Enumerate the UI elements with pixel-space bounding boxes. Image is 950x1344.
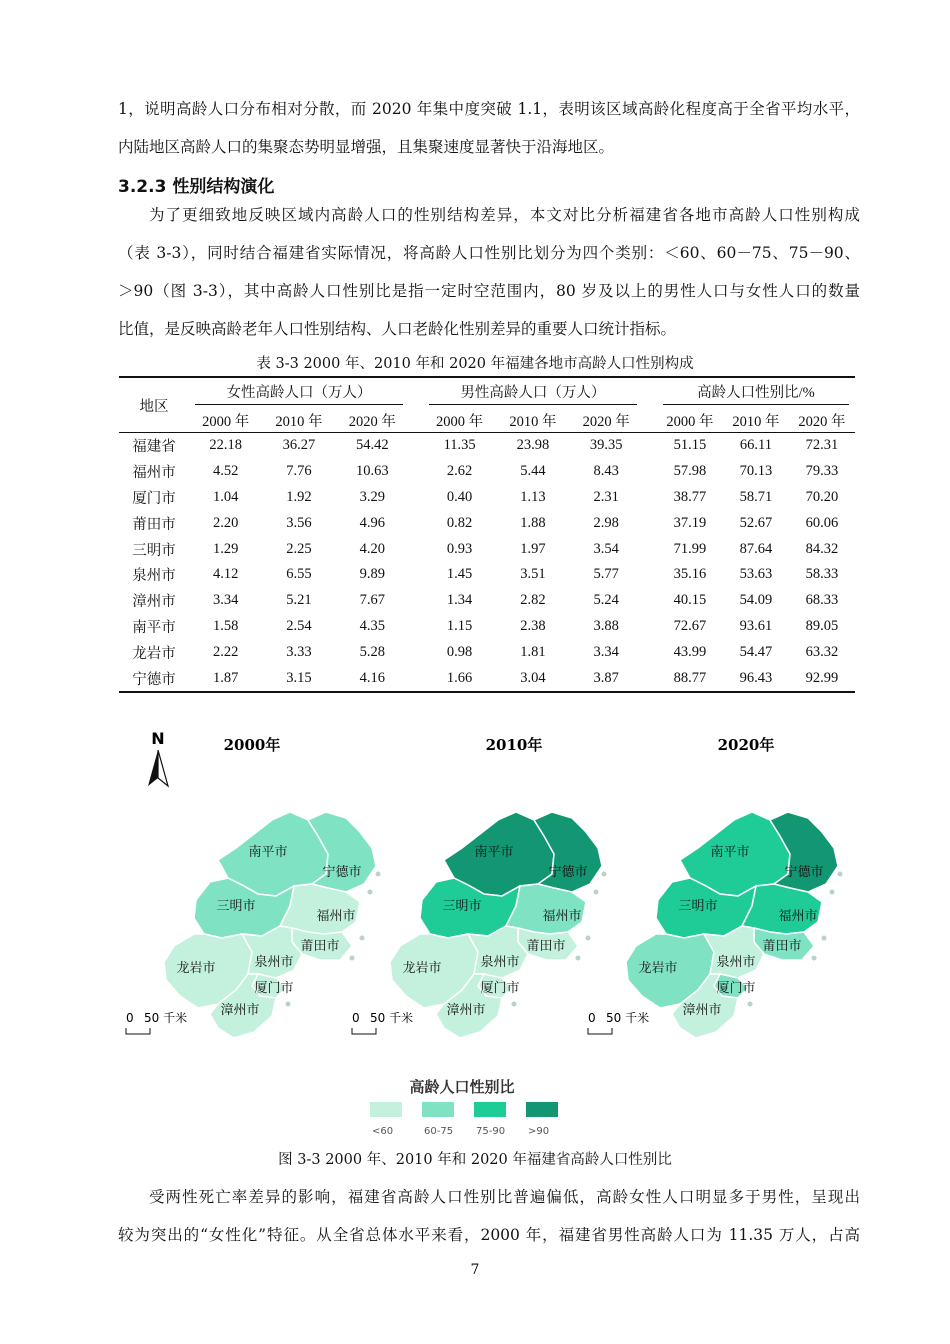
- value-cell: 2.98: [593, 514, 619, 531]
- city-label: 漳州市: [682, 1003, 722, 1018]
- city-label: 南平市: [248, 845, 288, 860]
- island-shape: [602, 872, 607, 877]
- island-shape: [838, 872, 843, 877]
- legend-title: 高龄人口性别比: [409, 1078, 515, 1096]
- page-number: 7: [470, 1262, 480, 1278]
- year-header: 2020 年: [570, 408, 643, 433]
- paragraph-2-line-3: ＞90（图 3-3），其中高龄人口性别比是指一定时空范围内，80 岁及以上的男性人口与女性人口的数量: [118, 282, 860, 300]
- island-shape: [350, 956, 355, 961]
- island-shape: [360, 936, 365, 941]
- region-header: 地区: [119, 377, 189, 433]
- value-cell: 10.63: [355, 463, 389, 480]
- value-cell: 54.09: [739, 592, 773, 609]
- svg-text:50 千米: 50 千米: [606, 1011, 650, 1025]
- value-cell: 1.15: [446, 617, 473, 634]
- value-cell: 1.97: [520, 540, 546, 557]
- paragraph-1-line-2: 内陆地区高龄人口的集聚态势明显增强，且集聚速度显著快于沿海地区。: [118, 138, 615, 156]
- region-cell: 福建省: [132, 439, 176, 456]
- value-cell: 3.54: [593, 540, 619, 557]
- value-cell: 2.31: [593, 488, 619, 505]
- value-cell: 3.87: [570, 665, 643, 692]
- map-2020: [588, 736, 843, 1038]
- island-shape: [812, 956, 817, 961]
- value-cell: 54.42: [355, 437, 389, 454]
- city-label: 三明市: [442, 899, 482, 914]
- value-cell: 60.06: [805, 514, 839, 531]
- value-cell: 3.29: [359, 488, 385, 505]
- table-row: [119, 485, 855, 511]
- value-cell: 1.88: [520, 514, 546, 531]
- value-cell: 54.47: [739, 643, 773, 660]
- map-title: 2010年: [485, 736, 543, 754]
- value-cell: 68.33: [805, 592, 839, 609]
- city-label: 龙岩市: [638, 961, 678, 976]
- section-heading: 3.2.3 性别结构演化: [118, 177, 275, 197]
- legend-label: 75-90: [476, 1126, 506, 1137]
- table-row: [119, 639, 855, 665]
- value-cell: 51.15: [673, 437, 707, 454]
- value-cell: 87.64: [739, 540, 773, 557]
- map-title: 2020年: [717, 736, 775, 754]
- city-label: 福州市: [542, 909, 582, 924]
- paragraph-2-line-4: 比值，是反映高龄老年人口性别结构、人口老龄化性别差异的重要人口统计指标。: [118, 320, 677, 338]
- table-row: [119, 536, 855, 562]
- city-label: 厦门市: [716, 981, 756, 996]
- value-cell: 89.05: [805, 617, 839, 634]
- table-row: [119, 433, 855, 459]
- value-cell: 3.04: [496, 665, 569, 692]
- legend-swatch: [526, 1102, 558, 1117]
- value-cell: 5.24: [593, 592, 619, 609]
- region-cell: 泉州市: [132, 568, 176, 585]
- svg-text:0: 0: [126, 1011, 134, 1025]
- city-label: 宁德市: [322, 865, 362, 880]
- legend-swatch: [422, 1102, 454, 1117]
- value-cell: 57.98: [673, 463, 707, 480]
- value-cell: 11.35: [443, 437, 476, 454]
- value-cell: 3.33: [286, 643, 312, 660]
- table-row: [119, 614, 855, 640]
- value-cell: 3.34: [593, 643, 619, 660]
- figure-caption: 图 3-3 2000 年、2010 年和 2020 年福建省高龄人口性别比: [278, 1152, 672, 1168]
- value-cell: 4.12: [212, 566, 239, 583]
- value-cell: 9.89: [359, 566, 385, 583]
- value-cell: 2.20: [212, 514, 239, 531]
- value-cell: 39.35: [589, 437, 623, 454]
- value-cell: 70.20: [805, 488, 839, 505]
- value-cell: 2.82: [520, 592, 546, 609]
- value-cell: 37.19: [673, 514, 707, 531]
- value-cell: 0.93: [446, 540, 473, 557]
- scale-bar: [126, 1010, 187, 1034]
- value-cell: 2.25: [286, 540, 312, 557]
- city-label: 泉州市: [716, 955, 756, 970]
- value-cell: 53.63: [739, 566, 773, 583]
- region-cell: 龙岩市: [132, 645, 176, 662]
- value-cell: 40.15: [673, 592, 707, 609]
- value-cell: 70.13: [739, 463, 773, 480]
- region-cell: 宁德市: [119, 665, 189, 692]
- value-cell: 79.33: [805, 463, 839, 480]
- value-cell: 6.55: [286, 566, 312, 583]
- female-group-header: 女性高龄人口（万人）: [189, 377, 409, 408]
- year-header: 2020 年: [336, 408, 409, 433]
- value-cell: 1.87: [189, 665, 262, 692]
- value-cell: 1.13: [520, 488, 546, 505]
- value-cell: 58.33: [805, 566, 839, 583]
- city-label: 漳州市: [220, 1003, 260, 1018]
- island-shape: [576, 956, 581, 961]
- island-shape: [822, 936, 827, 941]
- year-header: 2000 年: [657, 408, 723, 433]
- value-cell: 35.16: [673, 566, 707, 583]
- island-shape: [512, 1002, 517, 1007]
- table-header-row-1: [119, 377, 855, 408]
- legend-label: >90: [528, 1126, 550, 1137]
- value-cell: 4.52: [212, 463, 239, 480]
- city-label: 福州市: [778, 909, 818, 924]
- city-label: 厦门市: [254, 981, 294, 996]
- sex-ratio-table: [119, 376, 855, 693]
- year-header: 2010 年: [496, 408, 569, 433]
- value-cell: 2.22: [212, 643, 239, 660]
- island-shape: [286, 1002, 291, 1007]
- paragraph-3-line-1: 受两性死亡率差异的影响，福建省高龄人口性别比普遍偏低，高龄女性人口明显多于男性，呈现出: [149, 1188, 860, 1206]
- svg-text:50 千米: 50 千米: [370, 1011, 414, 1025]
- year-header: 2000 年: [423, 408, 496, 433]
- value-cell: 22.18: [209, 437, 242, 454]
- city-label: 南平市: [474, 845, 514, 860]
- value-cell: 43.99: [673, 643, 707, 660]
- city-label: 宁德市: [784, 865, 824, 880]
- value-cell: 1.45: [446, 566, 473, 583]
- value-cell: 4.16: [336, 665, 409, 692]
- value-cell: 88.77: [657, 665, 723, 692]
- table-row: [119, 510, 855, 536]
- value-cell: 58.71: [739, 488, 773, 505]
- scale-bar: [352, 1010, 413, 1034]
- city-label: 宁德市: [548, 865, 588, 880]
- value-cell: 1.34: [446, 592, 473, 609]
- city-label: 厦门市: [480, 981, 520, 996]
- legend-swatch: [370, 1102, 402, 1117]
- value-cell: 5.21: [286, 592, 312, 609]
- island-shape: [586, 936, 591, 941]
- value-cell: 1.81: [520, 643, 546, 660]
- year-header: 2020 年: [789, 408, 855, 433]
- year-header: 2010 年: [262, 408, 335, 433]
- value-cell: 36.27: [282, 437, 316, 454]
- island-shape: [748, 1002, 753, 1007]
- paragraph-3-line-2: 较为突出的“女性化”特征。从全省总体水平来看，2000 年，福建省男性高龄人口为 11.35 万人，占高: [118, 1226, 860, 1244]
- value-cell: 84.32: [805, 540, 839, 557]
- value-cell: 23.98: [516, 437, 550, 454]
- value-cell: 3.88: [593, 617, 619, 634]
- region-cell: 漳州市: [132, 594, 176, 611]
- value-cell: 8.43: [593, 463, 619, 480]
- city-label: 三明市: [216, 899, 256, 914]
- value-cell: 3.34: [212, 592, 239, 609]
- value-cell: 4.96: [359, 514, 385, 531]
- city-label: 漳州市: [446, 1003, 486, 1018]
- value-cell: 7.76: [286, 463, 312, 480]
- value-cell: 2.62: [446, 463, 473, 480]
- value-cell: 63.32: [805, 643, 839, 660]
- value-cell: 2.54: [286, 617, 312, 634]
- city-label: 龙岩市: [402, 961, 442, 976]
- value-cell: 0.40: [446, 488, 473, 505]
- value-cell: 92.99: [789, 665, 855, 692]
- city-label: 三明市: [678, 899, 718, 914]
- paragraph-2-line-2: （表 3-3），同时结合福建省实际情况，将高龄人口性别比划分为四个类别：＜60、60－75、75－90、: [118, 244, 860, 262]
- legend-label: <60: [372, 1126, 394, 1137]
- value-cell: 72.67: [673, 617, 707, 634]
- year-header: 2010 年: [723, 408, 789, 433]
- region-cell: 厦门市: [132, 490, 176, 507]
- svg-text:0: 0: [352, 1011, 360, 1025]
- svg-text:50 千米: 50 千米: [144, 1011, 188, 1025]
- value-cell: 1.92: [286, 488, 312, 505]
- year-header: 2000 年: [189, 408, 262, 433]
- region-cell: 福州市: [132, 465, 176, 482]
- value-cell: 1.29: [212, 540, 239, 557]
- legend-swatch: [474, 1102, 506, 1117]
- table-row: [119, 665, 855, 692]
- table-row: [119, 459, 855, 485]
- paragraph-1-line-1: 1，说明高龄人口分布相对分散，而 2020 年集中度突破 1.1，表明该区域高龄化程度高于全省平均水平，: [118, 100, 860, 118]
- value-cell: 3.51: [520, 566, 546, 583]
- svg-text:0: 0: [588, 1011, 596, 1025]
- map-title: 2000年: [223, 736, 281, 754]
- region-cell: 莆田市: [132, 516, 176, 533]
- north-label: N: [151, 729, 165, 748]
- map-2010: [352, 736, 607, 1038]
- city-label: 龙岩市: [176, 961, 216, 976]
- value-cell: 7.67: [359, 592, 385, 609]
- city-label: 福州市: [316, 909, 356, 924]
- city-label: 泉州市: [254, 955, 294, 970]
- value-cell: 0.98: [446, 643, 473, 660]
- value-cell: 72.31: [805, 437, 839, 454]
- table-caption: 表 3-3 2000 年、2010 年和 2020 年福建各地市高龄人口性别构成: [256, 356, 694, 372]
- value-cell: 96.43: [723, 665, 789, 692]
- sex-ratio-maps-figure: [118, 722, 860, 1142]
- region-cell: 南平市: [132, 619, 176, 636]
- table-row: [119, 588, 855, 614]
- value-cell: 52.67: [739, 514, 773, 531]
- island-shape: [376, 872, 381, 877]
- value-cell: 5.28: [359, 643, 385, 660]
- value-cell: 71.99: [673, 540, 707, 557]
- city-label: 莆田市: [526, 939, 566, 954]
- value-cell: 5.77: [593, 566, 619, 583]
- legend-label: 60-75: [424, 1126, 454, 1137]
- city-label: 南平市: [710, 845, 750, 860]
- value-cell: 5.44: [520, 463, 546, 480]
- value-cell: 0.82: [446, 514, 473, 531]
- north-arrow-icon: [148, 750, 158, 786]
- island-shape: [830, 890, 835, 895]
- city-label: 莆田市: [300, 939, 340, 954]
- value-cell: 66.11: [739, 437, 772, 454]
- island-shape: [594, 890, 599, 895]
- value-cell: 38.77: [673, 488, 707, 505]
- city-label: 莆田市: [762, 939, 802, 954]
- value-cell: 1.58: [212, 617, 239, 634]
- value-cell: 3.56: [286, 514, 312, 531]
- value-cell: 1.66: [423, 665, 496, 692]
- table-header-row-2: [119, 408, 855, 433]
- value-cell: 4.20: [359, 540, 385, 557]
- scale-bar: [588, 1010, 649, 1034]
- region-cell: 三明市: [132, 542, 176, 559]
- value-cell: 3.15: [262, 665, 335, 692]
- value-cell: 2.38: [520, 617, 546, 634]
- value-cell: 4.35: [359, 617, 385, 634]
- table-row: [119, 562, 855, 588]
- value-cell: 1.04: [212, 488, 239, 505]
- island-shape: [368, 890, 373, 895]
- ratio-group-header: 高龄人口性别比/%: [657, 377, 855, 408]
- paragraph-2-line-1: 为了更细致地反映区域内高龄人口的性别结构差异，本文对比分析福建省各地市高龄人口性别构成: [149, 206, 860, 224]
- city-label: 泉州市: [480, 955, 520, 970]
- north-arrow-icon: [158, 750, 168, 786]
- value-cell: 93.61: [739, 617, 773, 634]
- male-group-header: 男性高龄人口（万人）: [423, 377, 643, 408]
